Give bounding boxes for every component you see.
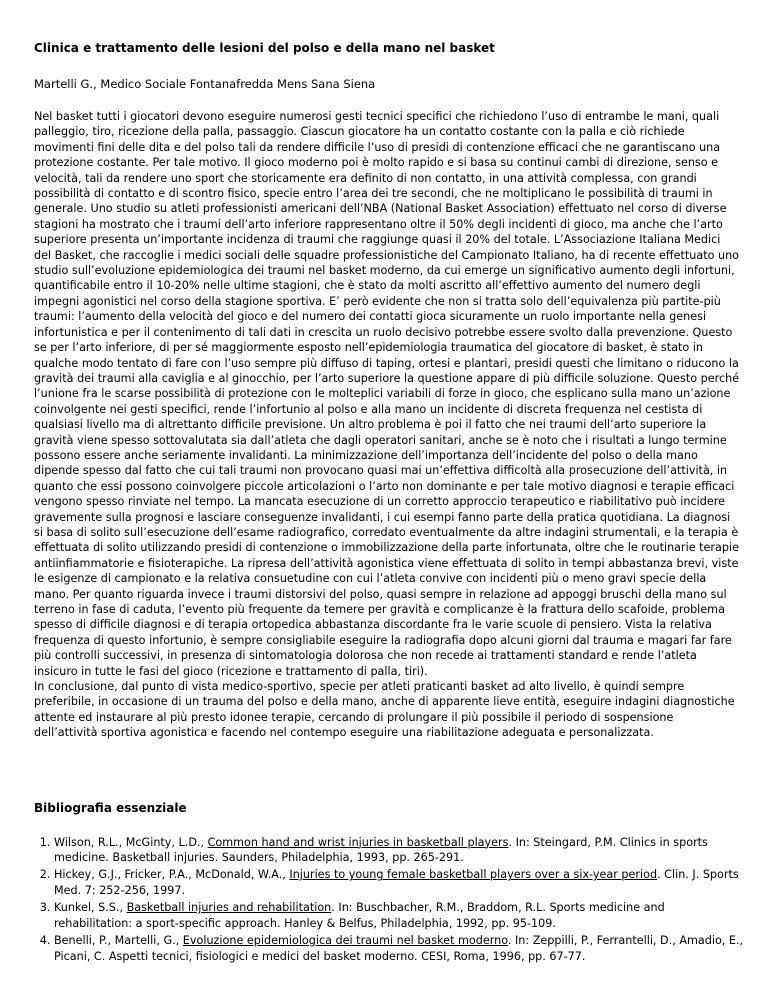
bib-item-link[interactable]: Injuries to young female basketball players over a six-year period [289, 868, 658, 882]
bib-item-link[interactable]: Evoluzione epidemiologica dei traumi nel basket moderno [182, 934, 508, 948]
bibliography-heading: Bibliografia essenziale [34, 800, 187, 815]
bibliography-item [54, 867, 744, 898]
body-paragraph-2: In conclusione, dal punto di vista medico-sportivo, specie per atleti praticanti basket ad alto livello, è quindi sempre preferibile, in occasione di un trauma del polso e della mano, anche di apparente lieve entità, eseguire indagini diagnostiche attente ed instaurare al più presto idonee terapie, cercando di prolungare il più possibile il periodo di sospensione dell’attività sportiva agonistica e facendo nel contempo eseguire una riabilitazione adeguata e personalizzata. [34, 680, 735, 740]
bib-item-authors: Wilson, R.L., McGinty, L.D., [54, 835, 208, 849]
bib-item-source: . In: Zeppilli, P., Ferrantelli, D., Amadio, E., Picani, C. Aspetti tecnici, fisiologici e medici del basket moderno. CESI, Roma, 1996, pp. 67-77. [54, 934, 744, 963]
bibliography-item [54, 933, 744, 964]
bibliography-list [34, 835, 744, 964]
body-paragraph-1: Nel basket tutti i giocatori devono eseguire numerosi gesti tecnici specifici che richiedono l’uso di entrambe le mani, quali palleggio, tiro, ricezione della palla, passaggio. Ciascun giocatore ha un contatto costante con la palla e ciò richiede movimenti fini delle dita e del polso tali da rendere difficile l’uso di presidi di contenzione efficaci che ne garantiscano una protezione costante. Per tale motivo. Il gioco moderno poi è molto rapido e si basa su continui cambi di direzione, senso e velocità, tali da rendere uno sport che storicamente era definito di non contatto, in una attività complessa, con grandi possibilità di contatto e di scontro fisico, specie entro l’area dei tre secondi, che ne moltiplicano le possibilità di traumi in generale. Uno studio su atleti professionisti americani dell’NBA (National Basket Association) effettuato nel corso di diverse stagioni ha mostrato che i traumi dell’arto inferiore rappresentano oltre il 50% degli incidenti di gioco, ma anche che l’arto superiore presenta un’importante incidenza di traumi che raggiunge quasi il 20% del totale. L’Associazione Italiana Medici del Basket, che raccoglie i medici sociali delle squadre professionistiche del Campionato Italiano, ha di recente effettuato uno studio sull’evoluzione epidemiologica dei traumi nel basket moderno, da cui emerge un significativo aumento degli infortuni, quantificabile entro il 10-20% nelle ultime stagioni, che è stato da molti ascritto all’effettivo aumento del numero degli impegni agonistici nel corso della stagione sportiva. E’ però evidente che non si tratta solo dell’equivalenza più partite-più traumi: l’aumento della velocità del gioco e del numero dei contatti gioca sicuramente un ruolo importante nella genesi infortunistica e per il contenimento di tali dati in crescita un ruolo decisivo potrebbe essere svolto dalla prevenzione. Questo se per l’arto inferiore, di per sé maggiormente esposto nell’epidemiologia traumatica del giocatore di basket, è stato in qualche modo tentato di fare con l’uso sempre più diffuso di taping, ortesi e plantari, presidi questi che limitano o riducono la gravità dei traumi alla caviglia e al ginocchio, per l’arto superiore la questione appare di più difficile soluzione. Questo perché l’unione fra le scarse possibilità di protezione con le molteplici variabili di forze in gioco, che esplicano sulla mano un’azione coinvolgente nei gesti specifici, rende l’infortunio al polso e alla mano un incidente di discreta frequenza nel cestista di qualsiasi livello ma di altrettanto difficile previsione. Un altro problema è poi il fatto che nei traumi dell’arto superiore la gravità viene spesso sottovalutata sia dall’atleta che dagli operatori sanitari, anche se è noto che i risultati a lungo termine possono essere anche seriamente invalidanti. La minimizzazione dell’importanza dell’incidente del polso o della mano dipende spesso dal fatto che cui tali traumi non provocano quasi mai un’effettiva difficoltà alla prosecuzione dell’attività, in quanto che essi possono coinvolgere piccole articolazioni o l’arto non dominante e per tale motivo diagnosi e terapie efficaci vengono spesso rinviate nel tempo. La mancata esecuzione di un corretto approccio terapeutico e riabilitativo può incidere gravemente sulla prognosi e lasciare conseguenze invalidanti, i cui esempi fanno parte della pratica quotidiana. La diagnosi si basa di solito sull’esecuzione dell’esame radiografico, corredato eventualmente da altre indagini strumentali, e la terapia è effettuata di solito utilizzando presidi di contenzione o immobilizzazione della parte infortunata, oltre che le routinarie terapie antiinfiammatorie e fisioterapiche. La ripresa dell’attività agonistica viene effettuata di solito in tempi abbastanza brevi, viste le esigenze di campionato e la relativa consuetudine con cui l’atleta convive con incidenti più o meno gravi specie della mano. Per quanto riguarda invece i traumi distorsivi del polso, quasi sempre in relazione ad appoggi bruschi della mano sul terreno in fase di caduta, l’evento più frequente da temere per gravità e complicanze è la frattura dello scafoide, problema spesso di difficile diagnosi e di terapia ortopedica abbastanza discordante fra le varie scuole di pensiero. Vista la relativa frequenza di questo infortunio, è sempre consigliabile eseguire la radiografia dopo alcuni giorni dal trauma e magari far fare più controlli successivi, in presenza di sintomatologia dolorosa che non recede ai trattamenti standard e rende l’atleta insicuro in tutte le fasi del gioco (ricezione e trattamento di palla, tiri). [34, 110, 740, 678]
document-title: Clinica e trattamento delle lesioni del polso e della mano nel basket [34, 41, 495, 55]
bib-item-authors: Benelli, P., Martelli, G., [54, 934, 183, 948]
bibliography-item [54, 900, 744, 931]
bib-item-link[interactable]: Common hand and wrist injuries in basketball players [207, 835, 509, 849]
bib-item-source: . In: Steingard, P.M. Clinics in sports medicine. Basketball injuries. Saunders, Philadelphia, 1993, pp. 265-291. [54, 835, 708, 865]
bib-item-link[interactable]: Basketball injuries and rehabilitation [126, 901, 332, 915]
bib-item-source: . Clin. J. Sports Med. 7: 252-256, 1997. [54, 868, 739, 897]
bib-item-authors: Kunkel, S.S., [54, 901, 127, 915]
document-body [34, 109, 740, 741]
document-authors: Martelli G., Medico Sociale Fontanafredda Mens Sana Siena [34, 77, 376, 91]
bib-item-source: . In: Buschbacher, R.M., Braddom, R.L. Sports medicine and rehabilitation: a sport-specific approach. Hanley & Belfus, Philadelphia, 1992, pp. 95-109. [54, 901, 665, 930]
bibliography-item [54, 835, 744, 866]
bib-item-authors: Hickey, G.J., Fricker, P.A., McDonald, W.A., [54, 868, 290, 882]
